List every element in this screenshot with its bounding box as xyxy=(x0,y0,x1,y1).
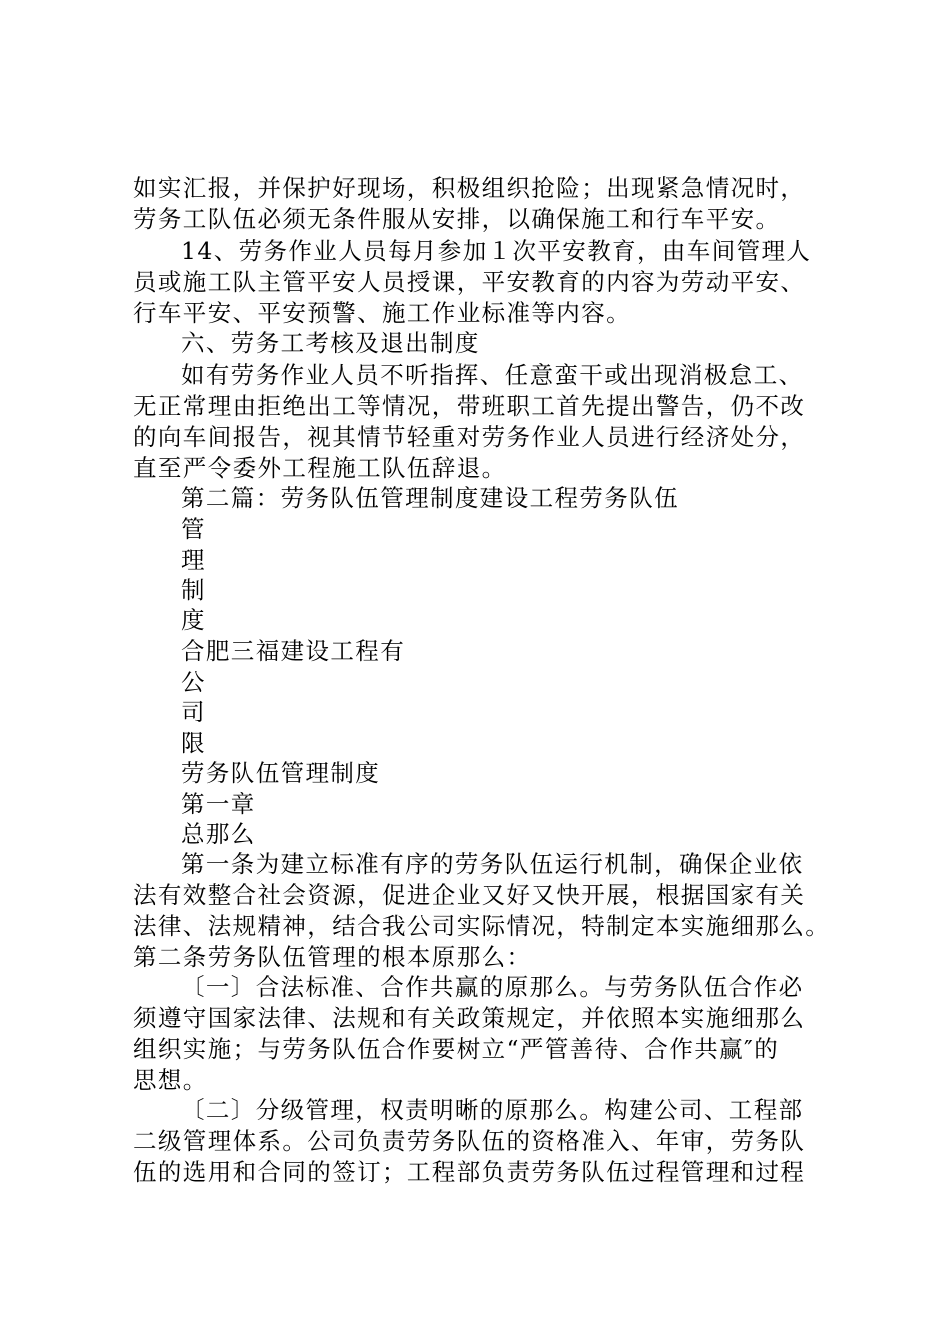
text-line: 法有效整合社会资源，促进企业又好又快开展，根据国家有关 xyxy=(133,881,806,909)
text-line: 员或施工队主管平安人员授课，平安教育的内容为劳动平安、 xyxy=(133,268,806,296)
text-line: 直至严令委外工程施工队伍辞退。 xyxy=(133,454,507,482)
text-line: 组织实施；与劳务队伍合作要树立“严管善待、合作共赢″的 xyxy=(133,1035,780,1063)
text-line: 管 xyxy=(181,515,206,543)
text-line: 司 xyxy=(181,698,206,726)
text-line: 如有劳务作业人员不听指挥、任意蛮干或出现消极怠工、 xyxy=(181,361,804,389)
text-line: 〔一〕合法标准、合作共赢的原那么。与劳务队伍合作必 xyxy=(181,973,804,1001)
text-line: 思想。 xyxy=(133,1066,208,1094)
chapter-heading: 第一章 xyxy=(181,790,256,818)
text-line: 理 xyxy=(181,546,206,574)
text-line: 行车平安、平安预警、施工作业标准等内容。 xyxy=(133,299,631,327)
text-line: 制 xyxy=(181,576,206,604)
text-line: 的向车间报告，视其情节轻重对劳务作业人员进行经济处分， xyxy=(133,423,806,451)
chapter-subtitle: 总那么 xyxy=(181,820,256,848)
section-heading: 六、劳务工考核及退出制度 xyxy=(181,329,480,357)
text-line: 如实汇报，并保护好现场，积极组织抢险；出现紧急情况时， xyxy=(133,174,806,202)
text-line: 二级管理体系。公司负责劳务队伍的资格准入、年审，劳务队 xyxy=(133,1127,806,1155)
text-line: 公 xyxy=(181,668,206,696)
text-line: 第二条劳务队伍管理的根本原那么： xyxy=(133,943,532,971)
text-line: 须遵守国家法律、法规和有关政策规定，并依照本实施细那么 xyxy=(133,1004,806,1032)
text-line: 限 xyxy=(181,729,206,757)
text-line: 劳务工队伍必须无条件服从安排，以确保施工和行车平安。 xyxy=(133,205,781,233)
text-line: 伍的选用和合同的签订；工程部负责劳务队伍过程管理和过程 xyxy=(133,1158,806,1186)
text-line: 法律、法规精神，结合我公司实际情况，特制定本实施细那么。 xyxy=(133,912,831,940)
text-line: 无正常理由拒绝出工等情况，带班职工首先提出警告，仍不改 xyxy=(133,392,806,420)
company-name: 合肥三福建设工程有 xyxy=(181,637,406,665)
document-title: 劳务队伍管理制度 xyxy=(181,759,381,787)
text-line: 第一条为建立标准有序的劳务队伍运行机制，确保企业依 xyxy=(181,850,804,878)
text-line: 14、劳务作业人员每月参加１次平安教育，由车间管理人 xyxy=(181,237,812,265)
text-line: 度 xyxy=(181,606,206,634)
chapter-title: 第二篇：劳务队伍管理制度建设工程劳务队伍 xyxy=(181,484,679,512)
text-line: 〔二〕分级管理，权责明晰的原那么。构建公司、工程部 xyxy=(181,1096,804,1124)
